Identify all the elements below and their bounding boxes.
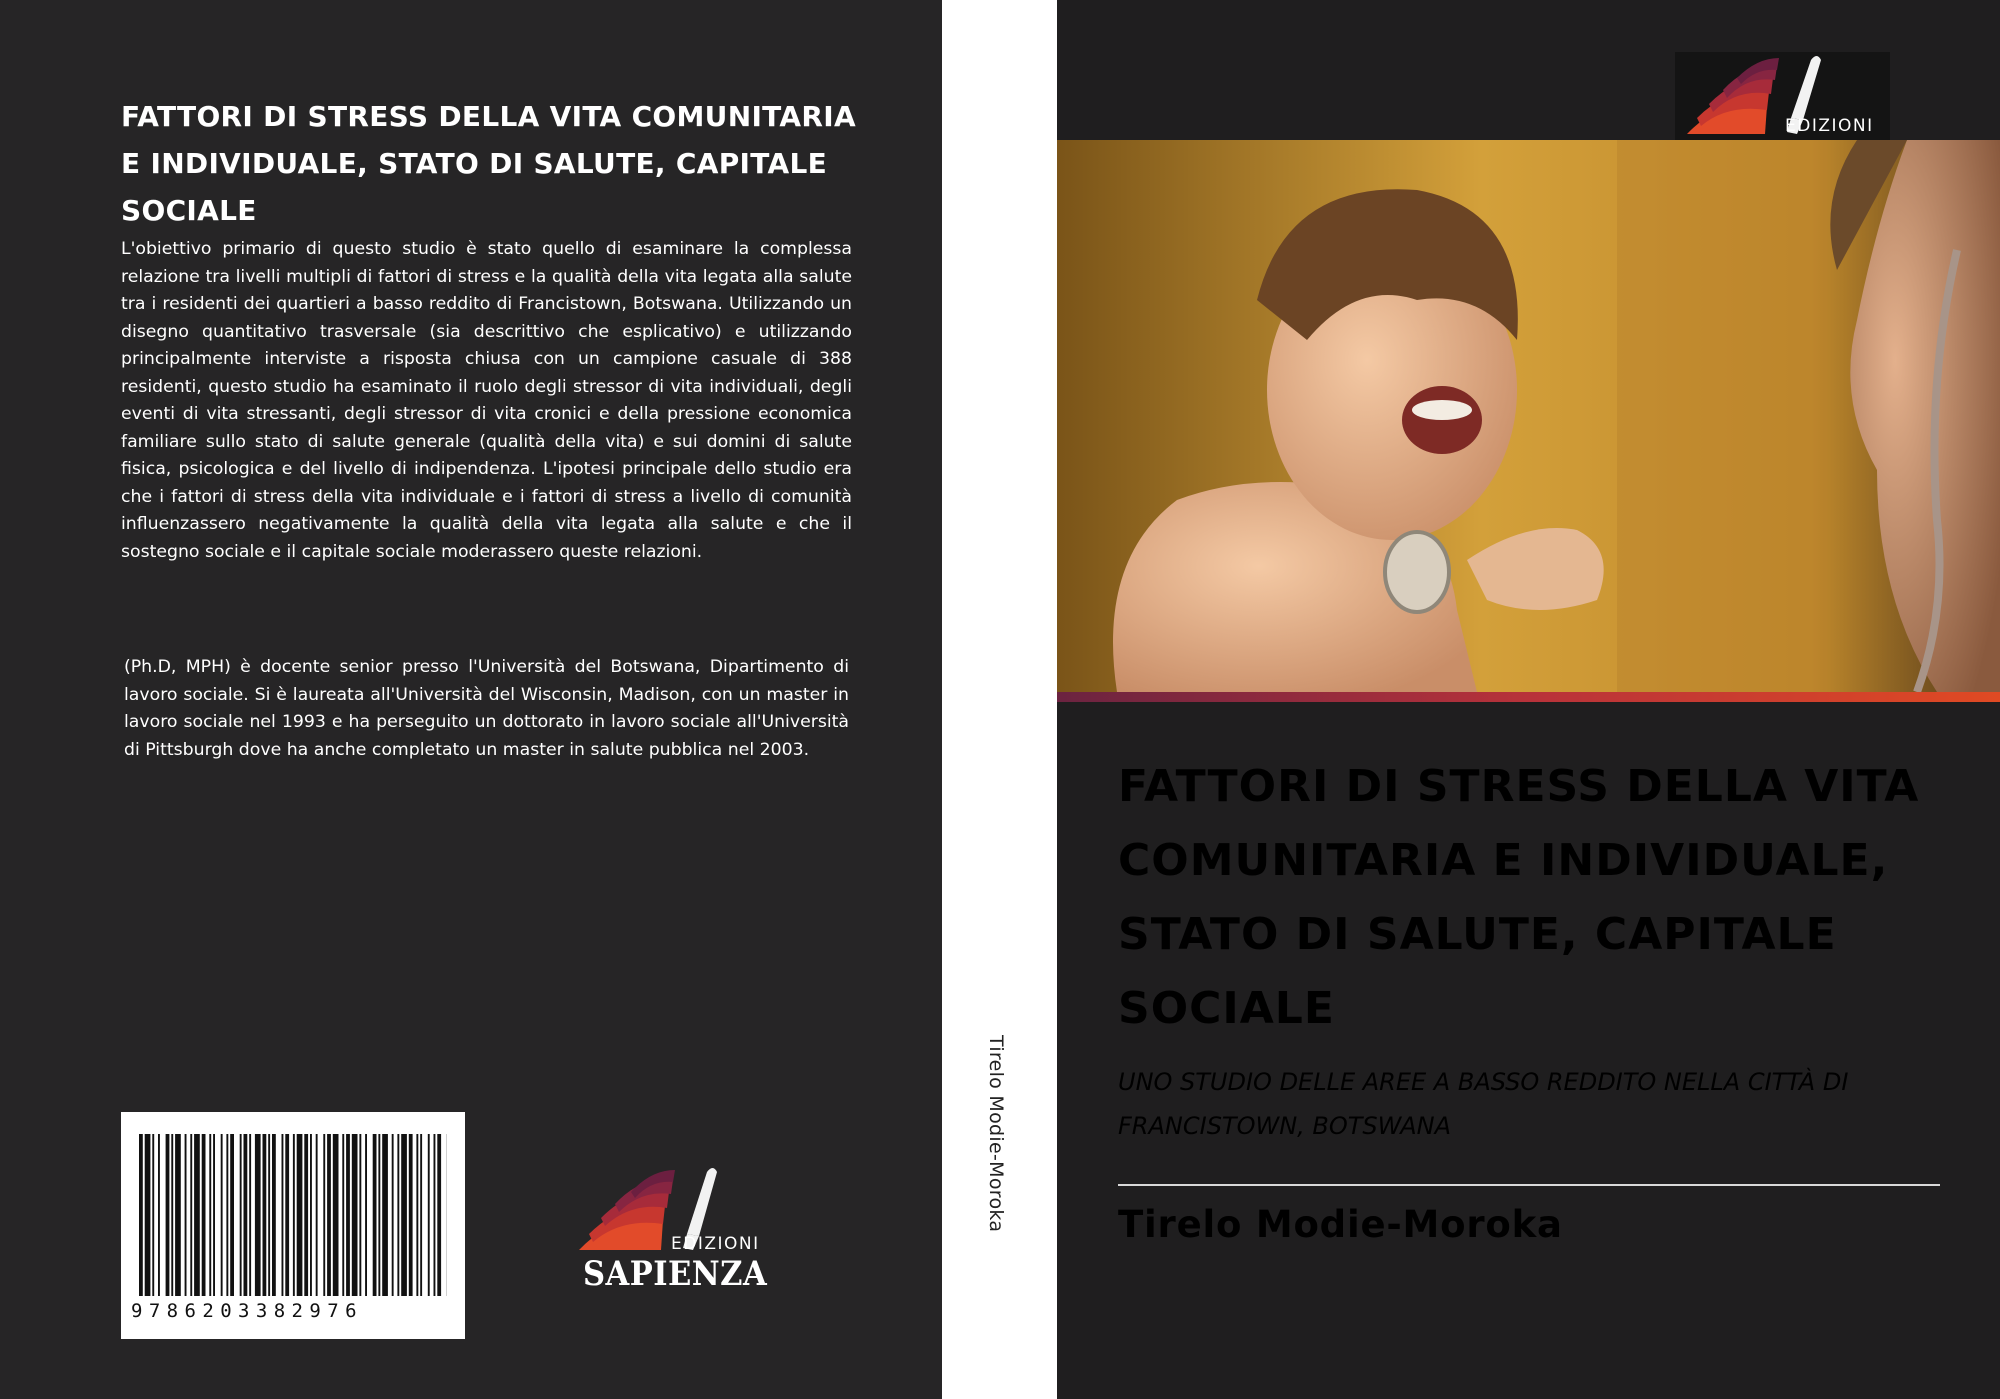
barcode-bar: [158, 1134, 160, 1296]
barcode-bar: [244, 1134, 248, 1296]
barcode-bar: [382, 1134, 388, 1296]
author-biography: (Ph.D, MPH) è docente senior presso l'Università del Botswana, Dipartimento di lavoro sociale. Si è laureata all'Università del Wisconsin, Madison, con un master in lavoro sociale nel 1993 e ha perseguito un dottorato in lavoro sociale all'Università di Pittsburgh dove ha anche completato un master in salute pubblica nel 2003.: [124, 657, 849, 760]
isbn-barcode: [121, 1112, 465, 1339]
barcode-bar: [209, 1134, 211, 1296]
barcode-bar: [310, 1134, 312, 1296]
logo-edizioni-text: EDIZIONI: [1785, 116, 1874, 136]
barcode-bar: [316, 1134, 318, 1296]
barcode-bar: [285, 1134, 289, 1296]
barcode-bar: [230, 1134, 234, 1296]
barcode-bar: [352, 1134, 358, 1296]
barcode-bar: [359, 1134, 361, 1296]
barcode-bar: [378, 1134, 380, 1296]
barcode-bar: [190, 1134, 192, 1296]
barcode-bar: [166, 1134, 170, 1296]
barcode-bar: [139, 1134, 143, 1296]
barcode-bar: [297, 1134, 303, 1296]
back-cover-title: FATTORI DI STRESS DELLA VITA COMUNITARIA E INDIVIDUALE, STATO DI SALUTE, CAPITALE SOCIALE: [121, 100, 856, 227]
barcode-bar: [272, 1134, 276, 1296]
back-cover: [0, 0, 942, 1399]
barcode-bar: [416, 1134, 418, 1296]
barcode-bar: [401, 1134, 407, 1296]
logo-edizioni-text: EDIZIONI: [671, 1234, 760, 1254]
cover-photo: [1057, 140, 2000, 692]
barcode-bar: [202, 1134, 206, 1296]
barcode-bar: [263, 1134, 267, 1296]
barcode-bar: [323, 1134, 325, 1296]
barcode-bar: [171, 1134, 173, 1296]
barcode-bar: [145, 1134, 151, 1296]
barcode-bar: [152, 1134, 154, 1296]
barcode-bar: [327, 1134, 331, 1296]
barcode-bar: [175, 1134, 181, 1296]
barcode-bars: [139, 1134, 447, 1296]
front-cover-author: Tirelo Modie-Moroka: [1118, 1203, 1563, 1246]
barcode-bar: [304, 1134, 308, 1296]
barcode-bar: [240, 1134, 242, 1296]
divider-line: [1118, 1184, 1940, 1186]
barcode-bar: [255, 1134, 261, 1296]
barcode-bar: [194, 1134, 200, 1296]
barcode-bar: [409, 1134, 413, 1296]
barcode-bar: [226, 1134, 228, 1296]
front-cover-subtitle: UNO STUDIO DELLE AREE A BASSO REDDITO NELLA CITTÀ DI FRANCISTOWN, BOTSWANA: [1118, 1068, 1849, 1140]
barcode-bar: [333, 1134, 339, 1296]
barcode-bar: [365, 1134, 367, 1296]
barcode-bar: [185, 1134, 187, 1296]
barcode-bar: [373, 1134, 377, 1296]
barcode-bar: [249, 1134, 251, 1296]
barcode-bar: [221, 1134, 223, 1296]
barcode-bar: [342, 1134, 344, 1296]
barcode-bar: [213, 1134, 215, 1296]
isbn-digits: 9786203382976: [131, 1300, 363, 1322]
barcode-bar: [397, 1134, 399, 1296]
barcode-bar: [434, 1134, 436, 1296]
barcode-bar: [392, 1134, 394, 1296]
front-cover-title: FATTORI DI STRESS DELLA VITA COMUNITARIA E INDIVIDUALE, STATO DI SALUTE, CAPITALE SOCIALE: [1118, 761, 1920, 1034]
back-cover-abstract: L'obiettivo primario di questo studio è stato quello di esaminare la complessa relazione tra livelli multipli di fattori di stress e la qualità della vita legata alla salute tra i residenti dei quartieri a basso reddito di Francistown, Botswana. Utilizzando un disegno quantitativo trasversale (sia descrittivo che esplicativo) e utilizzando principalmente interviste a risposta chiusa con un campione casuale di 388 residenti, questo studio ha esaminato il ruolo degli stressor di vita individuali, degli eventi di vita stressanti, degli stressor di vita cronici e della pressione economica familiare sullo stato di salute generale (qualità della vita) e sui domini di salute fisica, psicologica e del livello di indipendenza. L'ipotesi principale dello studio era che i fattori di stress della vita individuale e i fattori di stress a livello di comunità influenzassero negativamente la qualità della vita legata alla salute e che il sostegno sociale e il capitale sociale moderassero queste relazioni.: [121, 239, 852, 562]
publisher-logo-back: [575, 1162, 790, 1302]
color-strip: [1057, 692, 2000, 702]
barcode-bar: [437, 1134, 441, 1296]
barcode-bar: [346, 1134, 350, 1296]
barcode-bar: [293, 1134, 295, 1296]
barcode-bar: [420, 1134, 422, 1296]
barcode-bar: [268, 1134, 270, 1296]
spine-author: Tirelo Modie-Moroka: [985, 1035, 1007, 1233]
barcode-bar: [282, 1134, 284, 1296]
barcode-bar: [428, 1134, 430, 1296]
logo-sapienza-text: SAPIENZA: [583, 1254, 768, 1294]
